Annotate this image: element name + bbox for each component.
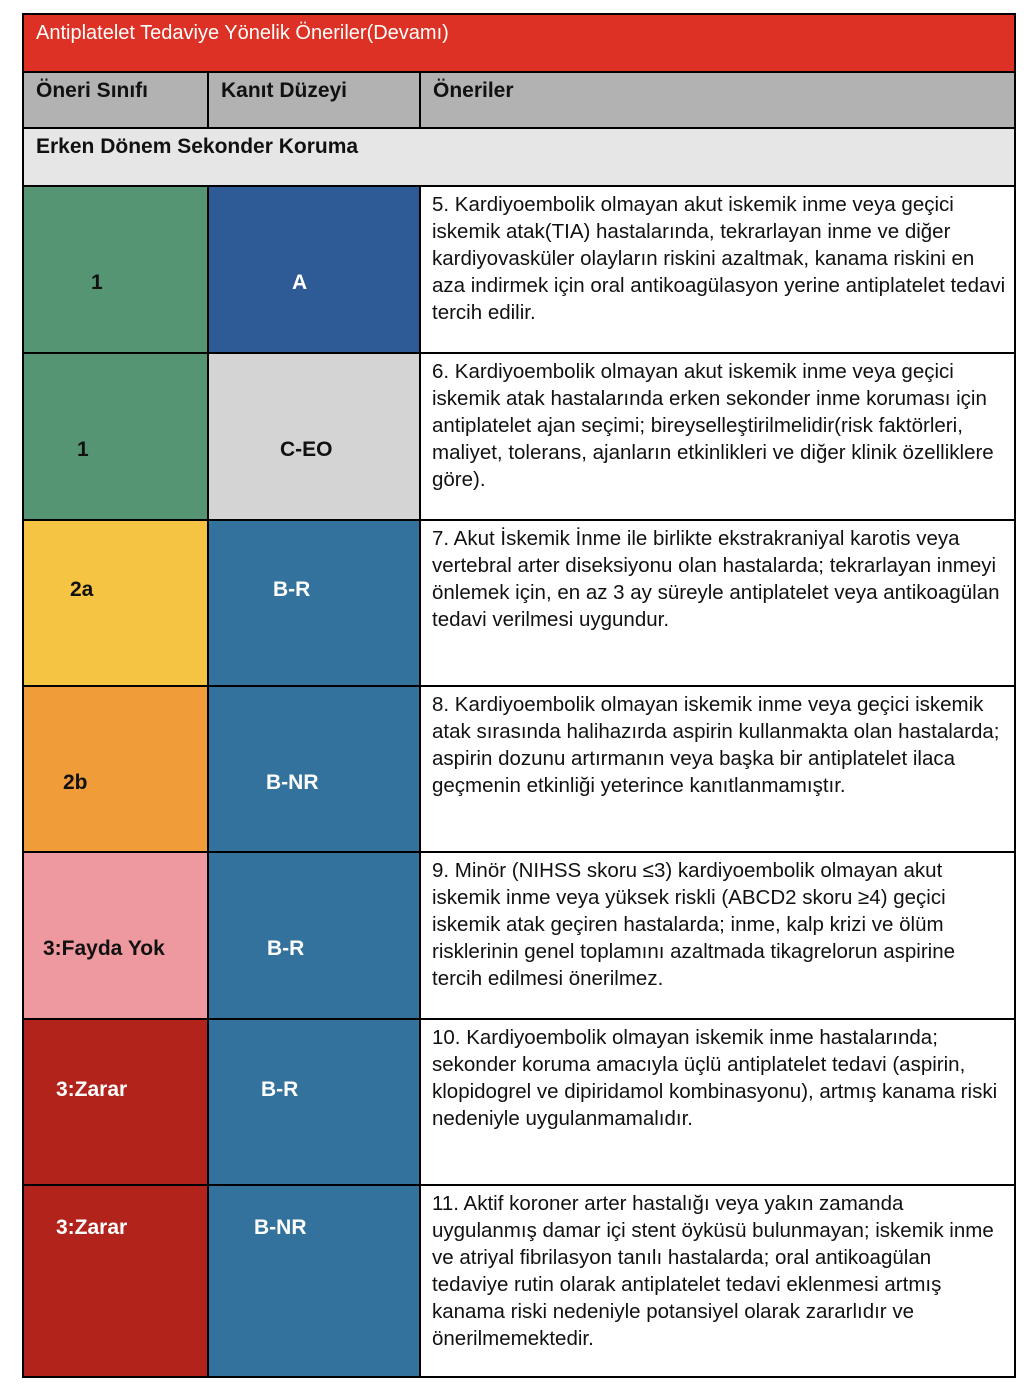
level-label: C-EO	[280, 438, 333, 461]
header-recommendations: Öneriler	[421, 73, 1016, 129]
table-title: Antiplatelet Tedaviye Yönelik Öneriler(Devamı)	[24, 15, 1016, 73]
class-label: 1	[91, 271, 103, 294]
class-label: 1	[77, 438, 89, 461]
header-evidence-level: Kanıt Düzeyi	[209, 73, 421, 129]
section-title: Erken Dönem Sekonder Koruma	[24, 129, 1016, 187]
level-label: B-R	[267, 937, 305, 960]
recommendation-text: 8. Kardiyoembolik olmayan iskemik inme veya geçici iskemik atak sırasında halihazırda aspirin kullanmakta olan hastalarda; aspirin dozunu artırmanın veya başka bir antiplatelet ilaca geçmenin etkinliği yeterince kanıtlanmamıştır.	[421, 687, 1016, 853]
level-cell	[209, 521, 421, 687]
class-cell	[24, 354, 209, 521]
level-label: B-NR	[266, 771, 319, 794]
class-label: 3:Fayda Yok	[43, 937, 165, 960]
level-label: B-R	[261, 1078, 299, 1101]
level-cell	[209, 354, 421, 521]
level-cell	[209, 1020, 421, 1186]
class-cell	[24, 687, 209, 853]
class-cell	[24, 521, 209, 687]
recommendation-text: 6. Kardiyoembolik olmayan akut iskemik inme veya geçici iskemik atak hastalarında erken sekonder inme koruması için antiplatelet ajan seçimi; bireyselleştirilmelidir(risk faktörleri, maliyet, tolerans, ajanların etkinlikleri ve diğer klinik özelliklere göre).	[421, 354, 1016, 521]
recommendation-text: 11. Aktif koroner arter hastalığı veya yakın zamanda uygulanmış damar içi stent öyküsü bulunmayan; iskemik inme ve atriyal fibrilasyon tanılı hastalarda; oral antikoagülan tedaviye rutin olarak antiplatelet tedavi eklenmesi artmış kanama riski nedeniyle potansiyel olarak zararlıdır ve önerilmemektedir.	[421, 1186, 1016, 1378]
class-label: 2b	[63, 771, 88, 794]
recommendation-text: 10. Kardiyoembolik olmayan iskemik inme hastalarında; sekonder koruma amacıyla üçlü antiplatelet tedavi (aspirin, klopidogrel ve dipiridamol kombinasyonu), artmış kanama riski nedeniyle uygulanmamalıdır.	[421, 1020, 1016, 1186]
class-label: 3:Zarar	[56, 1078, 128, 1101]
level-label: B-R	[273, 578, 311, 601]
class-cell	[24, 853, 209, 1020]
class-cell	[24, 1186, 209, 1378]
class-cell	[24, 187, 209, 354]
recommendation-text: 5. Kardiyoembolik olmayan akut iskemik inme veya geçici iskemik atak(TIA) hastalarında, tekrarlayan inme ve diğer kardiyovasküler olayların riskini azaltmak, kanama riskini en aza indirmek için oral antikoagülasyon yerine antiplatelet tedavi tercih edilir.	[421, 187, 1016, 354]
recommendations-table	[22, 13, 1016, 1378]
level-cell	[209, 1186, 421, 1378]
class-label: 3:Zarar	[56, 1216, 128, 1239]
header-recommendation-class: Öneri Sınıfı	[24, 73, 209, 129]
recommendation-text: 9. Minör (NIHSS skoru ≤3) kardiyoembolik olmayan akut iskemik inme veya yüksek riskli (ABCD2 skoru ≥4) geçici iskemik atak geçiren hastalarda; inme, kalp krizi ve ölüm risklerinin genel toplamını azaltmada tikagrelorun aspirine tercih edilmesi önerilmez.	[421, 853, 1016, 1020]
level-label: A	[292, 271, 308, 294]
level-label: B-NR	[254, 1216, 307, 1239]
class-label: 2a	[70, 578, 94, 601]
level-cell	[209, 853, 421, 1020]
level-cell	[209, 187, 421, 354]
level-cell	[209, 687, 421, 853]
class-cell	[24, 1020, 209, 1186]
recommendation-text: 7. Akut İskemik İnme ile birlikte ekstrakraniyal karotis veya vertebral arter diseksiyonu olan hastalarda; tekrarlayan inmeyi önlemek için, en az 3 ay süreyle antiplatelet veya antikoagülan tedavi verilmesi uygundur.	[421, 521, 1016, 687]
